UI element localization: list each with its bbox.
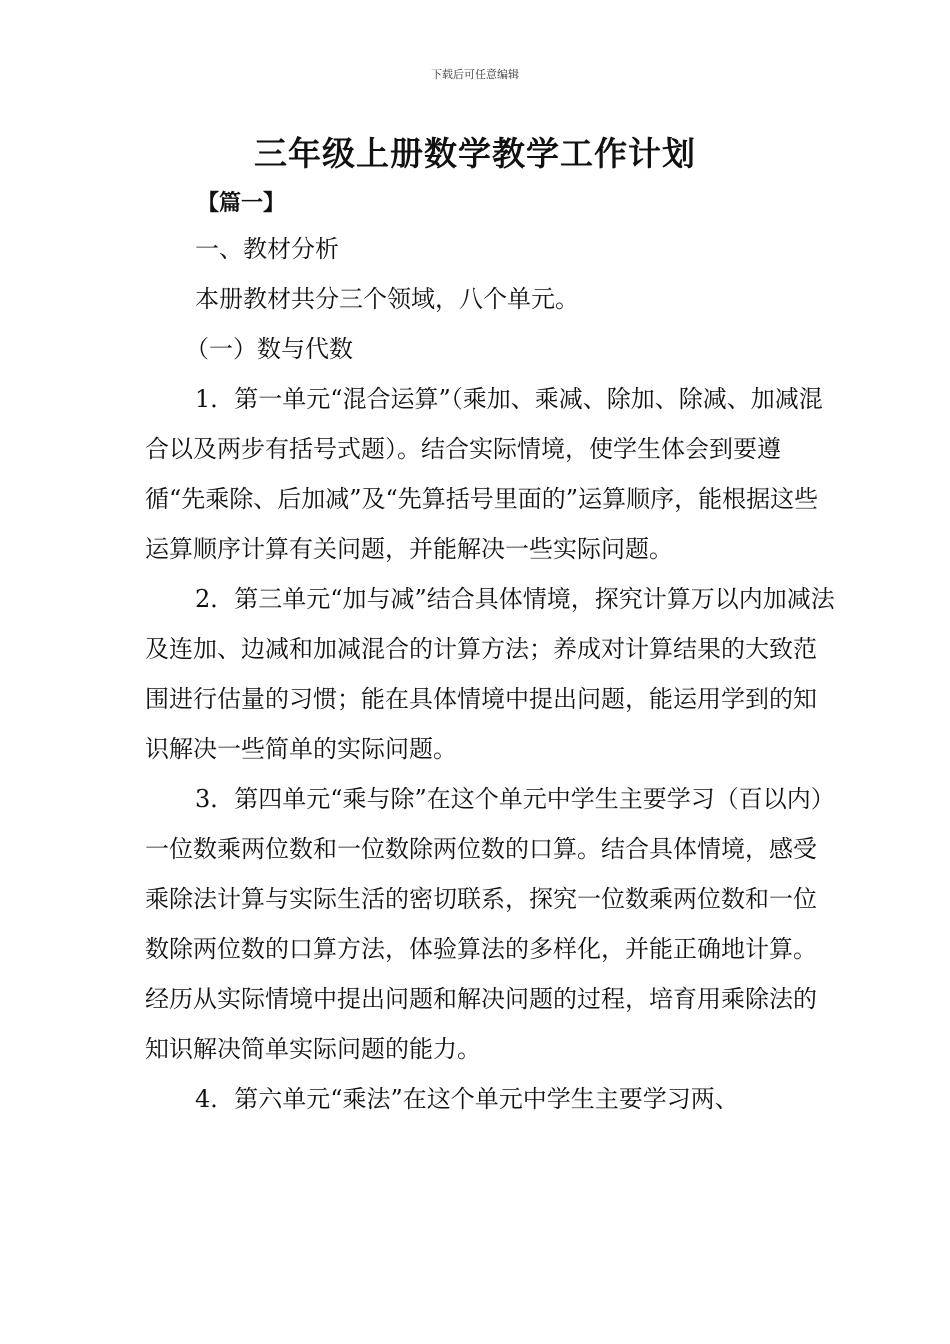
- paragraph-unit-4: 3．第四单元“乘与除”在这个单元中学生主要学习（百以内）一位数乘两位数和一位数除两位数的口算。结合具体情境，感受乘除法计算与实际生活的密切联系，探究一位数乘两位数和一位数除两位数的口算方法，体验算法的多样化，并能正确地计算。经历从实际情境中提出问题和解决问题的过程，培育用乘除法的知识解决简单实际问题的能力。: [145, 785, 835, 1063]
- subheading-number-algebra: （一）数与代数: [185, 335, 353, 363]
- header-note: 下载后可任意编辑: [431, 68, 519, 81]
- document-body: [145, 224, 835, 1124]
- section-heading: 【篇一】: [197, 191, 286, 216]
- paragraph-unit-1: 1．第一单元“混合运算”（乘加、乘减、除加、除减、加减混合以及两步有括号式题）。结合实际情境，使学生体会到要遵循“先乘除、后加减”及“先算括号里面的”运算顺序，能根据这些运算顺序计算有关问题，并能解决一些实际问题。: [145, 385, 823, 563]
- paragraph-overview: 本册教材共分三个领域，八个单元。: [195, 285, 579, 313]
- heading-textbook-analysis: 一、教材分析: [195, 235, 339, 263]
- document-title: 三年级上册数学教学工作计划: [254, 134, 696, 173]
- paragraph-unit-3: 2．第三单元“加与减”结合具体情境，探究计算万以内加减法及连加、边减和加减混合的计算方法；养成对计算结果的大致范围进行估量的习惯；能在具体情境中提出问题，能运用学到的知识解决一些简单的实际问题。: [145, 585, 835, 763]
- paragraph-unit-6: 4．第六单元“乘法”在这个单元中学生主要学习两、: [195, 1085, 739, 1113]
